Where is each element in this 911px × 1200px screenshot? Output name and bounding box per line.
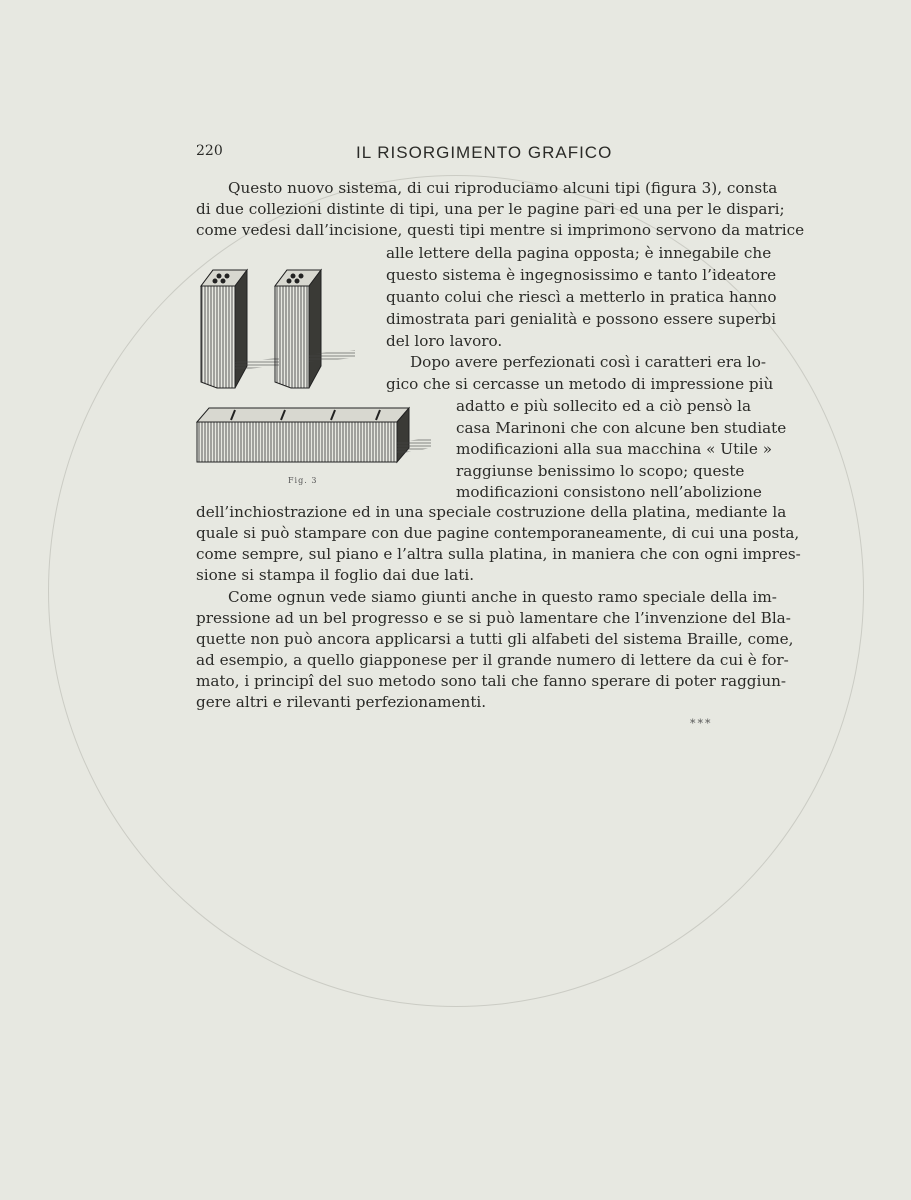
type-blocks-illustration bbox=[195, 262, 431, 490]
text-line: modificazioni consistono nell’abolizione bbox=[456, 483, 762, 501]
text-line: gico che si cercasse un metodo di impressione più bbox=[386, 375, 774, 393]
text-line: Come ognun vede siamo giunti anche in questo ramo speciale della im- bbox=[228, 588, 777, 606]
text-line: adatto e più sollecito ed a ciò pensò la bbox=[456, 397, 752, 415]
text-line: raggiunse benissimo lo scopo; queste bbox=[456, 462, 745, 480]
text-line: Questo nuovo sistema, di cui riproduciamo alcuni tipi (figura 3), consta bbox=[228, 179, 778, 197]
running-title: IL RISORGIMENTO GRAFICO bbox=[356, 143, 613, 162]
text-line: pressione ad un bel progresso e se si può lamentare che l’invenzione del Bla- bbox=[196, 609, 791, 627]
figure-caption: Fig. 3 bbox=[288, 476, 318, 485]
section-break: *** bbox=[690, 717, 713, 730]
running-header bbox=[196, 143, 740, 167]
text-line: dell’inchiostrazione ed in una speciale costruzione della platina, mediante la bbox=[196, 503, 787, 521]
text-line: quale si può stampare con due pagine contemporaneamente, di cui una posta, bbox=[196, 524, 800, 542]
text-line: alle lettere della pagina opposta; è innegabile che bbox=[386, 244, 772, 262]
text-line: mato, i principî del suo metodo sono tali che fanno sperare di poter raggiun- bbox=[196, 672, 787, 690]
text-line: quanto colui che riescì a metterlo in pratica hanno bbox=[386, 288, 777, 306]
text-line: del loro lavoro. bbox=[386, 332, 503, 350]
text-line: quette non può ancora applicarsi a tutti gli alfabeti del sistema Braille, come, bbox=[196, 630, 794, 648]
text-line: dimostrata pari genialità e possono essere superbi bbox=[386, 310, 777, 328]
text-line: Dopo avere perfezionati così i caratteri era lo- bbox=[410, 353, 767, 371]
text-line: questo sistema è ingegnosissimo e tanto l’ideatore bbox=[386, 266, 777, 284]
text-line: sione si stampa il foglio dai due lati. bbox=[196, 566, 475, 584]
text-line: gere altri e rilevanti perfezionamenti. bbox=[196, 693, 487, 711]
text-line: casa Marinoni che con alcune ben studiate bbox=[456, 419, 787, 437]
text-line: come sempre, sul piano e l’altra sulla platina, in maniera che con ogni impres- bbox=[196, 545, 801, 563]
text-line: come vedesi dall’incisione, questi tipi mentre si imprimono servono da matrice bbox=[196, 221, 805, 239]
page-number: 220 bbox=[196, 143, 223, 159]
text-line: ad esempio, a quello giapponese per il grande numero di lettere da cui è for- bbox=[196, 651, 789, 669]
text-line: di due collezioni distinte di tipi, una per le pagine pari ed una per le dispari; bbox=[196, 200, 785, 218]
text-line: modificazioni alla sua macchina « Utile » bbox=[456, 440, 773, 458]
